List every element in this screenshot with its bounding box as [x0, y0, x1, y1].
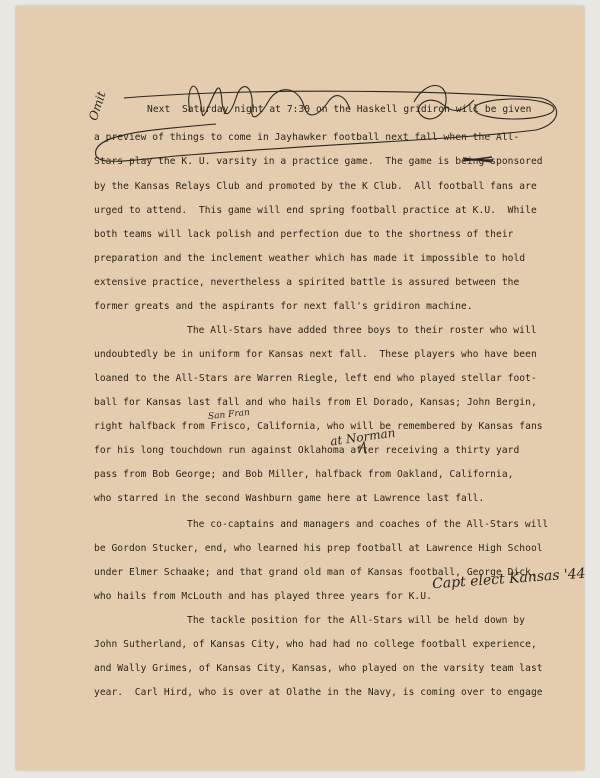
text-line: by the Kansas Relays Club and promoted by the K Club. All football fans are — [94, 181, 537, 192]
text-line: year. Carl Hird, who is over at Olathe in the Navy, is coming over to engage — [94, 687, 543, 698]
caret-mark — [359, 442, 366, 454]
text-line: be Gordon Stucker, end, who learned his prep football at Lawrence High School — [94, 543, 543, 554]
text-line: and Wally Grimes, of Kansas City, Kansas, who played on the varsity team last — [94, 663, 543, 674]
text-line: loaned to the All-Stars are Warren Riegle, left end who played stellar foot- — [94, 373, 537, 384]
text-line: extensive practice, nevertheless a spirited battle is assured between the — [94, 277, 520, 288]
text-line: Stars play the K. U. varsity in a practice game. The game is being sponsored — [94, 156, 543, 167]
text-line: who starred in the second Washburn game here at Lawrence last fall. — [94, 493, 485, 504]
captain-elect-note: Capt elect Kansas '44 — [431, 565, 587, 593]
document-page — [16, 6, 587, 770]
scrawl-mark — [414, 86, 474, 119]
text-line: The tackle position for the All-Stars will be held down by — [187, 615, 525, 626]
text-line: urged to attend. This game will end spring football practice at K.U. While — [94, 205, 537, 216]
margin-note-omit: Omit — [86, 89, 109, 123]
ink-strokes — [16, 6, 587, 770]
text-line: who hails from McLouth and has played three years for K.U. — [94, 591, 432, 602]
insert-note-at-norman: at Norman — [329, 425, 397, 449]
text-line: The All-Stars have added three boys to their roster who will — [187, 325, 537, 336]
text-line: Next Saturday night at 7:30 on the Haskell gridiron will be given — [147, 104, 532, 115]
strike-through-mark — [463, 157, 493, 162]
text-line: ball for Kansas last fall and who hails from El Dorado, Kansas; John Bergin, — [94, 397, 537, 408]
text-line: preparation and the inclement weather which has made it impossible to hold — [94, 253, 526, 264]
text-line: both teams will lack polish and perfection due to the shortness of their — [94, 229, 514, 240]
text-line: former greats and the aspirants for next fall's gridiron machine. — [94, 301, 473, 312]
text-line: under Elmer Schaake; and that grand old man of Kansas football, George Dick, — [94, 567, 537, 578]
text-line: The co-captains and managers and coaches of the All-Stars will — [187, 519, 549, 530]
text-line: John Sutherland, of Kansas City, who had had no college football experience, — [94, 639, 537, 650]
insert-note-san-fran: San Fran — [207, 407, 251, 423]
text-line: undoubtedly be in uniform for Kansas next fall. These players who have been — [94, 349, 537, 360]
text-line: a preview of things to come in Jayhawker football next fall when the All- — [94, 132, 520, 143]
circle-mark — [474, 99, 554, 119]
text-line: for his long touchdown run against Oklahoma after receiving a thirty yard — [94, 445, 520, 456]
text-line: right halfback from Frisco, California, who will be remembered by Kansas fans — [94, 421, 543, 432]
text-line: pass from Bob George; and Bob Miller, halfback from Oakland, California, — [94, 469, 514, 480]
